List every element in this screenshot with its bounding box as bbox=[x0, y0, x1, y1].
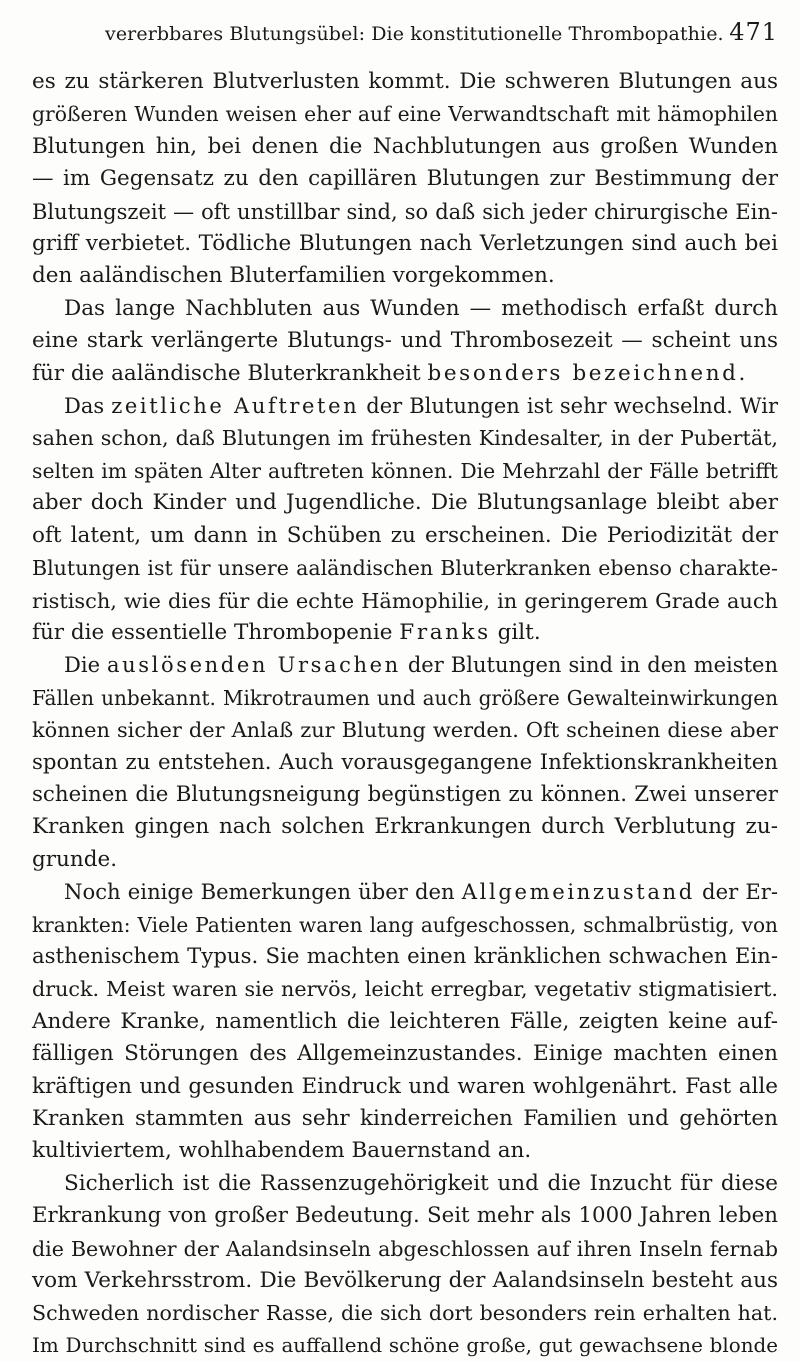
paragraph-1 bbox=[32, 66, 778, 293]
text-line: scheinen die Blutungsneigung begünstigen zu können. Zwei unserer bbox=[32, 781, 778, 807]
text-line: aber doch Kinder und Jugendliche. Die Blutungsanlage bleibt aber bbox=[32, 490, 778, 516]
text-line: krankten: Viele Patienten waren lang aufgeschossen, schmalbrüstig, von bbox=[32, 912, 778, 937]
text-line bbox=[32, 390, 778, 422]
text-line: Blutungen ist für unsere aaländischen Bluterkranken ebenso charakte- bbox=[32, 556, 778, 581]
paragraph-2 bbox=[32, 293, 778, 390]
text-run: der Blutungen sind in den meisten bbox=[400, 652, 778, 678]
text-line: eine stark verlängerte Blutungs- und Thrombosezeit — scheint uns bbox=[32, 328, 778, 354]
running-title: vererbbares Blutungsübel: Die konstitutionelle Thrombopathie. bbox=[105, 23, 724, 45]
text-line: grunde. bbox=[32, 846, 118, 872]
text-line: — im Gegensatz zu den capillären Blutungen zur Bestimmung der bbox=[32, 166, 778, 192]
text-line: Erkrankung von großer Bedeutung. Seit mehr als 1000 Jahren leben bbox=[32, 1203, 778, 1229]
text-run: Noch einige Bemerkungen über den bbox=[64, 879, 462, 905]
text-line: sahen schon, daß Blutungen im frühesten Kindesalter, in der Pubertät, bbox=[32, 426, 778, 451]
text-line: können sicher der Anlaß zur Blutung werden. Oft scheinen diese aber bbox=[32, 718, 778, 743]
text-line bbox=[32, 649, 778, 681]
text-line: kräftigen und gesunden Eindruck und waren wohlgenährt. Fast alle bbox=[32, 1073, 778, 1099]
text-line: oft latent, um dann in Schüben zu erscheinen. Die Periodizität der bbox=[32, 522, 778, 548]
text-run: Die bbox=[64, 652, 108, 678]
page-number: 471 bbox=[729, 18, 778, 46]
text-line: Kranken stammten aus sehr kinderreichen Familien und gehörten bbox=[32, 1106, 778, 1131]
text-line: fälligen Störungen des Allgemeinzustandes. Einige machten einen bbox=[32, 1041, 778, 1067]
spaced-emphasis: besonders bezeichnend bbox=[427, 360, 739, 386]
text-line: es zu stärkeren Blutverlusten kommt. Die schweren Blutungen aus bbox=[32, 69, 778, 94]
text-line: größeren Wunden weisen eher auf eine Verwandtschaft mit hämophilen bbox=[32, 102, 778, 127]
text-line: Blutungen hin, bei denen die Nachblutungen aus großen Wunden bbox=[32, 133, 778, 159]
text-run: für die aaländische Bluterkrankheit bbox=[32, 360, 428, 386]
text-run: der Er- bbox=[694, 879, 778, 905]
text-line: asthenischem Typus. Sie machten einen kränklichen schwachen Ein- bbox=[32, 943, 778, 969]
spaced-emphasis: Franks bbox=[399, 619, 491, 645]
spaced-emphasis: zeitliche Auftreten bbox=[111, 393, 360, 419]
text-line: vom Verkehrsstrom. Die Bevölkerung der Aalandsinseln besteht aus bbox=[32, 1268, 778, 1294]
running-header bbox=[105, 18, 778, 54]
text-line: spontan zu entstehen. Auch vorausgegangene Infektionskrankheiten bbox=[32, 749, 778, 775]
text-line: griff verbietet. Tödliche Blutungen nach Verletzungen sind auch bei bbox=[32, 231, 778, 257]
text-line: Im Durchschnitt sind es auffallend schöne große, gut gewachsene blonde bbox=[32, 1333, 778, 1357]
text-line: kultiviertem, wohlhabendem Bauernstand an. bbox=[32, 1138, 532, 1164]
paragraph-5 bbox=[32, 876, 778, 1168]
text-line: ristisch, wie dies für die echte Hämophilie, in geringerem Grade auch bbox=[32, 588, 778, 613]
text-line: Kranken gingen nach solchen Erkrankungen durch Verblutung zu- bbox=[32, 814, 778, 840]
paragraph-6 bbox=[32, 1168, 778, 1362]
paragraph-3 bbox=[32, 390, 778, 649]
text-line: Schweden nordischer Rasse, die sich dort besonders rein erhalten hat. bbox=[32, 1301, 778, 1326]
text-line: die Bewohner der Aalandsinseln abgeschlossen auf ihren Inseln fernab bbox=[32, 1236, 778, 1261]
text-run: Das bbox=[64, 393, 112, 419]
text-line bbox=[32, 617, 778, 649]
text-line bbox=[32, 876, 778, 908]
text-line: Sicherlich ist die Rassenzugehörigkeit und die Inzucht für diese bbox=[64, 1170, 778, 1196]
text-line: Blutungszeit — oft unstillbar sind, so daß sich jeder chirurgische Ein- bbox=[32, 199, 778, 224]
spaced-emphasis: auslösenden Ursachen bbox=[107, 652, 401, 678]
text-run: . bbox=[738, 360, 746, 386]
spaced-emphasis: Allgemeinzustand bbox=[461, 879, 695, 905]
text-line: den aaländischen Bluterfamilien vorgekommen. bbox=[32, 263, 555, 289]
text-line bbox=[32, 358, 778, 390]
text-line: Fällen unbekannt. Mikrotraumen und auch größere Gewalteinwirkungen bbox=[32, 685, 778, 710]
text-run: der Blutungen ist sehr wechselnd. Wir bbox=[359, 393, 778, 419]
text-run: gilt. bbox=[490, 619, 541, 645]
text-line: Andere Kranke, namentlich die leichteren Fälle, zeigten keine auf- bbox=[32, 1008, 778, 1034]
text-run: für die essentielle Thrombopenie bbox=[32, 619, 400, 645]
paragraph-4 bbox=[32, 649, 778, 876]
text-line: selten im späten Alter auftreten können. Die Mehrzahl der Fälle betrifft bbox=[32, 458, 778, 483]
text-line: druck. Meist waren sie nervös, leicht erregbar, vegetativ stigmatisiert. bbox=[32, 977, 778, 1002]
text-line: Das lange Nachbluten aus Wunden — methodisch erfaßt durch bbox=[64, 295, 778, 321]
text-body bbox=[32, 66, 778, 1362]
